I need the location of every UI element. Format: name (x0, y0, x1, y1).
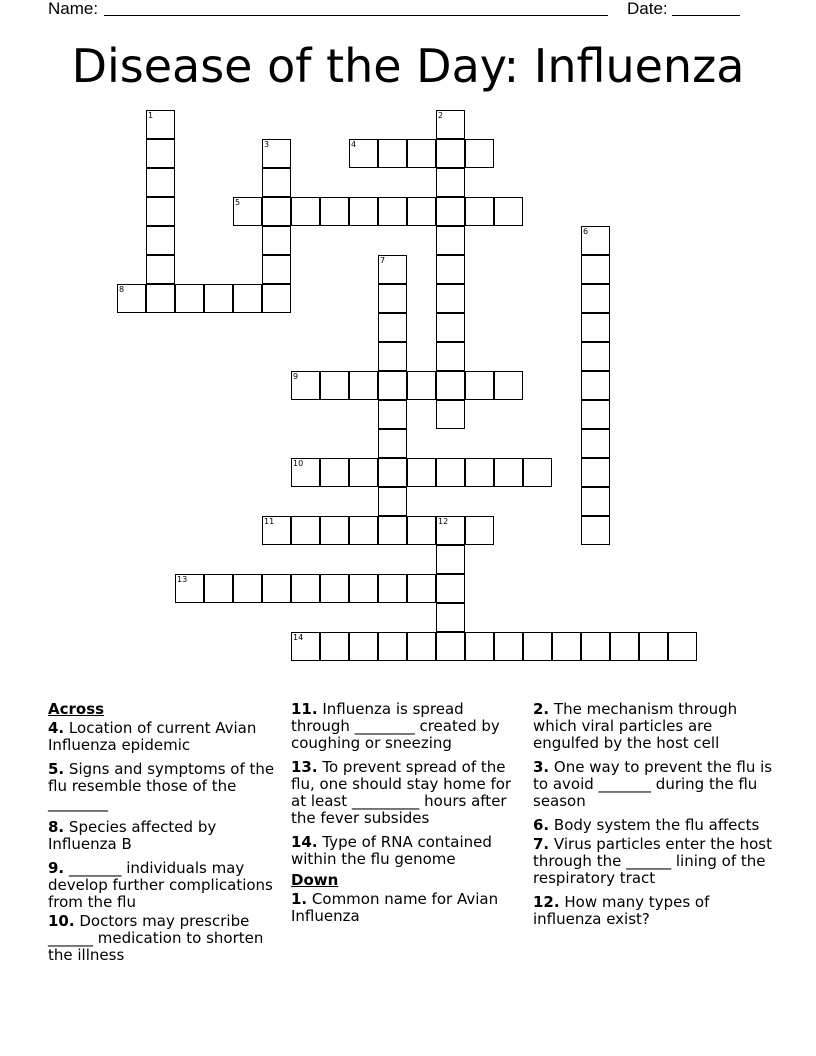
clue-text: How many types of influenza exist? (533, 893, 710, 928)
crossword-cell[interactable] (581, 516, 610, 545)
clues-column-3 (533, 701, 773, 935)
crossword-cell[interactable] (204, 284, 233, 313)
crossword-cell[interactable] (320, 371, 349, 400)
crossword-cell[interactable] (291, 371, 320, 400)
crossword-cell[interactable] (639, 632, 668, 661)
crossword-cell[interactable] (262, 516, 291, 545)
cell-number: 5 (235, 198, 241, 207)
page-title: Disease of the Day: Influenza (71, 39, 745, 93)
clue-text: Common name for Avian Influenza (291, 890, 499, 925)
crossword-cell[interactable] (436, 603, 465, 632)
crossword-cell[interactable] (436, 284, 465, 313)
cell-number: 8 (119, 285, 125, 294)
clue-down-3 (533, 759, 773, 810)
crossword-cell[interactable] (378, 284, 407, 313)
clue-text: One way to prevent the flu is to avoid _______ during the flu season (533, 758, 773, 810)
crossword-cell[interactable] (523, 458, 552, 487)
crossword-cell[interactable] (204, 574, 233, 603)
clue-across-13 (291, 759, 523, 827)
crossword-cell[interactable] (407, 197, 436, 226)
crossword-cell[interactable] (436, 255, 465, 284)
crossword-cell[interactable] (262, 284, 291, 313)
cell-number: 6 (583, 227, 589, 236)
crossword-cell[interactable] (436, 342, 465, 371)
clue-down-6 (533, 817, 773, 834)
clue-text: Species affected by Influenza B (48, 818, 217, 853)
crossword-cell[interactable] (407, 139, 436, 168)
clue-across-11 (291, 701, 523, 752)
clue-number: 12. (533, 893, 560, 911)
crossword-cell[interactable] (349, 632, 378, 661)
clue-number: 2. (533, 700, 550, 718)
clue-text: The mechanism through which viral particles are engulfed by the host cell (533, 700, 738, 752)
crossword-cell[interactable] (436, 516, 465, 545)
clue-text: Type of RNA contained within the flu genome (291, 833, 492, 868)
crossword-cell[interactable] (146, 110, 175, 139)
clue-across-10 (48, 913, 288, 964)
crossword-cell[interactable] (262, 574, 291, 603)
clue-number: 10. (48, 912, 75, 930)
crossword-cell[interactable] (378, 371, 407, 400)
crossword-cell[interactable] (146, 139, 175, 168)
cell-number: 2 (438, 111, 444, 120)
crossword-cell[interactable] (378, 429, 407, 458)
crossword-cell[interactable] (262, 139, 291, 168)
crossword-cell[interactable] (581, 371, 610, 400)
crossword-cell[interactable] (436, 458, 465, 487)
clue-across-4 (48, 720, 288, 754)
crossword-cell[interactable] (581, 632, 610, 661)
clue-text: To prevent spread of the flu, one should stay home for at least _________ hours after the fever subsides (291, 758, 512, 827)
crossword-cell[interactable] (465, 632, 494, 661)
clue-text: Influenza is spread through ________ created by coughing or sneezing (291, 700, 500, 752)
clue-number: 11. (291, 700, 318, 718)
crossword-cell[interactable] (262, 168, 291, 197)
crossword-cell[interactable] (378, 400, 407, 429)
crossword-cell[interactable] (465, 371, 494, 400)
crossword-cell[interactable] (349, 197, 378, 226)
clue-number: 5. (48, 760, 65, 778)
clue-number: 13. (291, 758, 318, 776)
crossword-cell[interactable] (668, 632, 697, 661)
crossword-cell[interactable] (581, 458, 610, 487)
crossword-cell[interactable] (407, 516, 436, 545)
crossword-cell[interactable] (233, 197, 262, 226)
crossword-cell[interactable] (581, 429, 610, 458)
clue-text: Doctors may prescribe ______ medication to shorten the illness (48, 912, 264, 964)
crossword-cell[interactable] (378, 458, 407, 487)
cell-number: 14 (293, 633, 304, 642)
crossword-cell[interactable] (494, 371, 523, 400)
crossword-cell[interactable] (117, 284, 146, 313)
crossword-cell[interactable] (581, 487, 610, 516)
crossword-cell[interactable] (436, 371, 465, 400)
clue-text: Body system the flu affects (553, 816, 760, 834)
crossword-cell[interactable] (581, 226, 610, 255)
crossword-cell[interactable] (552, 632, 581, 661)
crossword-cell[interactable] (494, 197, 523, 226)
clue-text: Virus particles enter the host through the ______ lining of the respiratory tract (533, 835, 772, 887)
crossword-cell[interactable] (320, 197, 349, 226)
crossword-cell[interactable] (291, 632, 320, 661)
crossword-cell[interactable] (262, 226, 291, 255)
crossword-cell[interactable] (233, 574, 262, 603)
clue-number: 3. (533, 758, 550, 776)
crossword-cell[interactable] (378, 139, 407, 168)
clue-number: 6. (533, 816, 550, 834)
clue-down-12 (533, 894, 773, 928)
crossword-cell[interactable] (436, 110, 465, 139)
crossword-cell[interactable] (146, 197, 175, 226)
crossword-cell[interactable] (465, 197, 494, 226)
clue-number: 1. (291, 890, 308, 908)
crossword-cell[interactable] (175, 284, 204, 313)
date-label: Date: (627, 0, 668, 18)
crossword-cell[interactable] (436, 574, 465, 603)
crossword-cell[interactable] (349, 458, 378, 487)
name-label: Name: (48, 0, 99, 18)
crossword-cell[interactable] (407, 632, 436, 661)
clue-number: 14. (291, 833, 318, 851)
crossword-cell[interactable] (436, 197, 465, 226)
crossword-cell[interactable] (378, 632, 407, 661)
crossword-cell[interactable] (378, 197, 407, 226)
crossword-cell[interactable] (436, 632, 465, 661)
clue-number: 7. (533, 835, 550, 853)
crossword-cell[interactable] (262, 197, 291, 226)
crossword-cell[interactable] (291, 574, 320, 603)
cell-number: 1 (148, 111, 154, 120)
down-heading: Down (291, 871, 339, 889)
crossword-cell[interactable] (436, 226, 465, 255)
crossword-cell[interactable] (320, 516, 349, 545)
clue-across-5 (48, 761, 288, 812)
crossword-cell[interactable] (436, 545, 465, 574)
crossword-cell[interactable] (146, 168, 175, 197)
crossword-cell[interactable] (378, 487, 407, 516)
crossword-cell[interactable] (378, 313, 407, 342)
crossword-cell[interactable] (378, 342, 407, 371)
crossword-cell[interactable] (262, 255, 291, 284)
crossword-cell[interactable] (494, 632, 523, 661)
crossword-cell[interactable] (320, 458, 349, 487)
crossword-cell[interactable] (407, 458, 436, 487)
crossword-cell[interactable] (494, 458, 523, 487)
clue-down-7 (533, 836, 773, 887)
crossword-cell[interactable] (146, 226, 175, 255)
crossword-cell[interactable] (436, 168, 465, 197)
clue-down-2 (533, 701, 773, 752)
crossword-cell[interactable] (349, 139, 378, 168)
crossword-cell[interactable] (320, 574, 349, 603)
cell-number: 9 (293, 372, 299, 381)
crossword-cell[interactable] (436, 139, 465, 168)
clue-text: Signs and symptoms of the flu resemble those of the ________ (48, 760, 275, 812)
crossword-cell[interactable] (320, 632, 349, 661)
clue-number: 9. (48, 859, 65, 877)
crossword-cell[interactable] (581, 255, 610, 284)
clue-across-14 (291, 834, 523, 868)
crossword-cell[interactable] (581, 342, 610, 371)
crossword-cell[interactable] (581, 313, 610, 342)
crossword-cell[interactable] (175, 574, 204, 603)
cell-number: 12 (438, 517, 449, 526)
crossword-cell[interactable] (378, 516, 407, 545)
cell-number: 11 (264, 517, 275, 526)
cell-number: 3 (264, 140, 270, 149)
crossword-cell[interactable] (581, 400, 610, 429)
crossword-cell[interactable] (378, 255, 407, 284)
crossword-cell[interactable] (378, 574, 407, 603)
clues-column-1 (48, 701, 288, 971)
crossword-cell[interactable] (291, 458, 320, 487)
crossword-cell[interactable] (436, 313, 465, 342)
crossword-cell[interactable] (233, 284, 262, 313)
clue-across-9 (48, 860, 288, 911)
cell-number: 10 (293, 459, 304, 468)
cell-number: 13 (177, 575, 188, 584)
cell-number: 4 (351, 140, 357, 149)
crossword-cell[interactable] (465, 139, 494, 168)
crossword-cell[interactable] (407, 574, 436, 603)
crossword-cell[interactable] (523, 632, 552, 661)
clue-text: Location of current Avian Influenza epidemic (48, 719, 257, 754)
across-heading: Across (48, 700, 105, 718)
crossword-cell[interactable] (465, 516, 494, 545)
crossword-cell[interactable] (610, 632, 639, 661)
crossword-cell[interactable] (436, 400, 465, 429)
cell-number: 7 (380, 256, 386, 265)
clue-number: 8. (48, 818, 65, 836)
crossword-cell[interactable] (465, 458, 494, 487)
clue-across-8 (48, 819, 288, 853)
crossword-cell[interactable] (146, 255, 175, 284)
crossword-cell[interactable] (349, 574, 378, 603)
crossword-cell[interactable] (146, 284, 175, 313)
clue-down-1 (291, 891, 523, 925)
crossword-cell[interactable] (349, 371, 378, 400)
crossword-cell[interactable] (407, 371, 436, 400)
crossword-cell[interactable] (291, 516, 320, 545)
crossword-cell[interactable] (349, 516, 378, 545)
clue-number: 4. (48, 719, 65, 737)
clues-column-2 (291, 701, 523, 932)
clue-text: _______ individuals may develop further complications from the flu (48, 859, 273, 911)
crossword-cell[interactable] (291, 197, 320, 226)
crossword-cell[interactable] (581, 284, 610, 313)
